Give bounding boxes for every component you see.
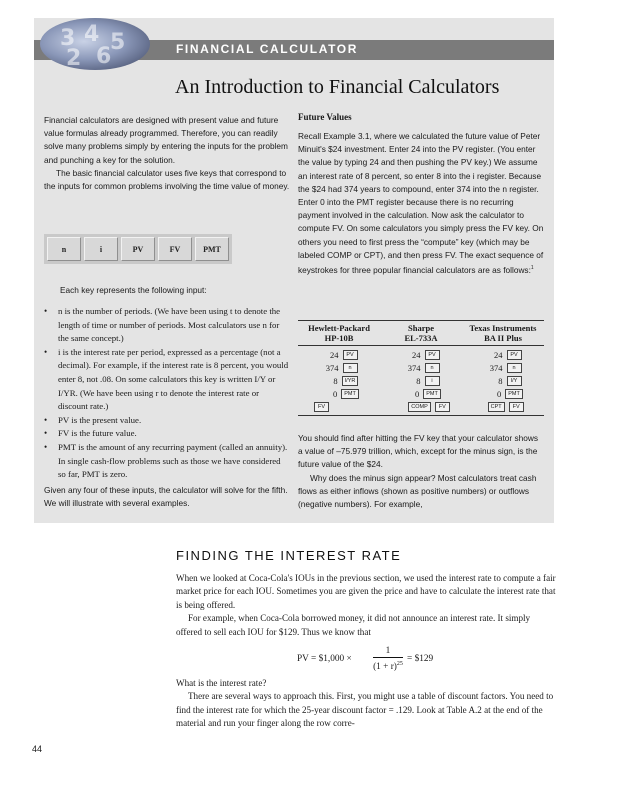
formula-denominator: (1 + r)	[373, 662, 397, 673]
formula-lhs: PV = $1,000 ×	[297, 654, 352, 664]
key-label: PMT	[341, 389, 359, 399]
left-intro	[44, 114, 290, 193]
table-row	[298, 400, 544, 413]
section-title: FINDING THE INTEREST RATE	[176, 548, 402, 563]
table-header	[298, 321, 544, 345]
page-number: 44	[32, 744, 43, 754]
calc-name-ti: Texas Instruments	[469, 323, 537, 333]
right-column	[298, 112, 544, 277]
bullet-fv: • FV is the future value.	[44, 427, 290, 441]
key-label: PV	[425, 350, 440, 360]
key-label: n	[425, 363, 440, 373]
left-closing: Given any four of these inputs, the calculator will solve for the fifth. We will illustrate with several examples.	[44, 485, 288, 509]
key-label: FV	[509, 402, 524, 412]
key-label: n	[343, 363, 358, 373]
calculator-logo-image: 3 4 5 2 6	[40, 18, 150, 70]
key-label: I/Y	[507, 376, 522, 386]
key-label: PMT	[505, 389, 523, 399]
entry-value: 8	[416, 375, 421, 386]
bullet-pv: • PV is the present value.	[44, 414, 290, 428]
table-row	[298, 361, 544, 374]
key-definitions	[44, 305, 290, 482]
entry-value: 0	[496, 388, 502, 399]
intro-paragraph: Financial calculators are designed with present value and future value formulas already programmed. Therefore, you can readily solve many problems simply by entering the inputs for the problem and punching a key for the solution.	[44, 115, 288, 165]
section-body	[176, 572, 558, 639]
section-paragraph-1: When we looked at Coca-Cola's IOUs in the previous section, we used the interest rate to compute a fair market price for each IOU. Sometimes you are given the price and have to calculate the interest rate that is being offered.	[176, 573, 556, 610]
calculator-keys	[44, 234, 232, 264]
key-intro: Each key represents the following input:	[60, 285, 207, 295]
key-label: PV	[343, 350, 358, 360]
pv-formula	[176, 646, 558, 672]
calc-model-ti: BA II Plus	[484, 333, 522, 343]
table-row	[298, 374, 544, 387]
right-results	[298, 432, 544, 511]
key-label: n	[507, 363, 522, 373]
entry-value: 8	[333, 375, 338, 386]
table-row	[298, 348, 544, 361]
key-label: PMT	[423, 389, 441, 399]
calc-model-hp: HP-10B	[324, 333, 354, 343]
key-label: i	[425, 376, 440, 386]
page-title: An Introduction to Financial Calculators	[175, 76, 500, 98]
key-pv: PV	[121, 237, 155, 261]
section-body-2	[176, 677, 558, 731]
table-row	[298, 387, 544, 400]
key-i: i	[84, 237, 118, 261]
key-label: I/YR	[342, 376, 359, 386]
key-n: n	[47, 237, 81, 261]
key-label: PV	[507, 350, 522, 360]
formula-exponent: 25	[396, 661, 403, 667]
key-fv: FV	[158, 237, 192, 261]
band-title: FINANCIAL CALCULATOR	[176, 42, 358, 56]
future-values-heading: Future Values	[298, 112, 352, 122]
entry-value: 374	[407, 362, 421, 373]
footnote-mark: 1	[530, 265, 534, 272]
entry-value: 8	[498, 375, 503, 386]
calc-name-sharpe: Sharpe	[408, 323, 434, 333]
result-paragraph: You should find after hitting the FV key that your calculator shows a value of –75.979 trillion, which, except for the minus sign, is the future value of the $24.	[298, 433, 538, 470]
entry-value: 24	[494, 349, 503, 360]
future-values-paragraph: Recall Example 3.1, where we calculated the future value of Peter Minuit's $24 investment. Enter 24 into the PV register. (You enter the value by typing 24 and then pushing the PV key.) We assume an interest rate of 8 percent, so enter 8 into the i register. Because the $24 had 374 years to compound, enter 374 into the n register. Enter 0 into the PMT register because there is no recurring payment involved in the calculation. Now ask the calculator to compute FV. On some calculators you simply press the FV key. On others you need to first press the “compute” key (which may be labeled COMP or CPT), and then press FV. The exact sequence of keystrokes for three popular financial calculators are as follows:	[298, 131, 544, 275]
calc-name-hp: Hewlett-Packard	[308, 323, 370, 333]
entry-value: 0	[414, 388, 420, 399]
bullet-i: • i is the interest rate per period, expressed as a percentage (not a decimal). For example, if the interest rate is 8 percent, you would enter 8, not .08. On some calculators this key is written I/Y or I/YR. (We have been using r to denote the interest rate or discount rate.)	[44, 346, 290, 414]
key-label: COMP	[408, 402, 431, 412]
key-label: CPT	[488, 402, 505, 412]
formula-numerator: 1	[385, 646, 391, 656]
formula-rhs: = $129	[407, 654, 434, 664]
section-paragraph-2: For example, when Coca-Cola borrowed money, it did not announce an interest rate. It simply offered to sell each IOU for $129. Thus we know that	[176, 613, 531, 637]
calc-model-sharpe: EL-733A	[404, 333, 438, 343]
keys-paragraph: The basic financial calculator uses five keys that correspond to the inputs for common problems involving the time value of money.	[44, 167, 290, 192]
bullet-n: • n is the number of periods. (We have been using t to denote the length of time or number of periods. Most calculators use n for the same concept.)	[44, 305, 290, 346]
key-pmt: PMT	[195, 237, 229, 261]
keystroke-table	[298, 320, 544, 416]
key-label: FV	[314, 402, 329, 412]
minus-sign-paragraph: Why does the minus sign appear? Most calculators treat cash flows as either inflows (shown as positive numbers) or outflows (negative numbers). For example,	[298, 472, 537, 510]
entry-value: 0	[332, 388, 338, 399]
entry-value: 374	[325, 362, 339, 373]
section-paragraph-3: What is the interest rate?	[176, 678, 267, 688]
bullet-pmt: • PMT is the amount of any recurring payment (called an annuity). In single cash-flow problems such as those we have considered so far, PMT is zero.	[44, 441, 290, 482]
entry-value: 24	[412, 349, 421, 360]
formula-fraction	[373, 646, 403, 673]
entry-value: 374	[489, 362, 503, 373]
section-paragraph-4: There are several ways to approach this. First, you might use a table of discount factors. You need to find the interest rate for which the 25-year discount factor = .129. Look at Table A.2 at the end of the material and run your finger along the row corre-	[176, 691, 554, 729]
key-label: FV	[435, 402, 450, 412]
entry-value: 24	[330, 349, 339, 360]
